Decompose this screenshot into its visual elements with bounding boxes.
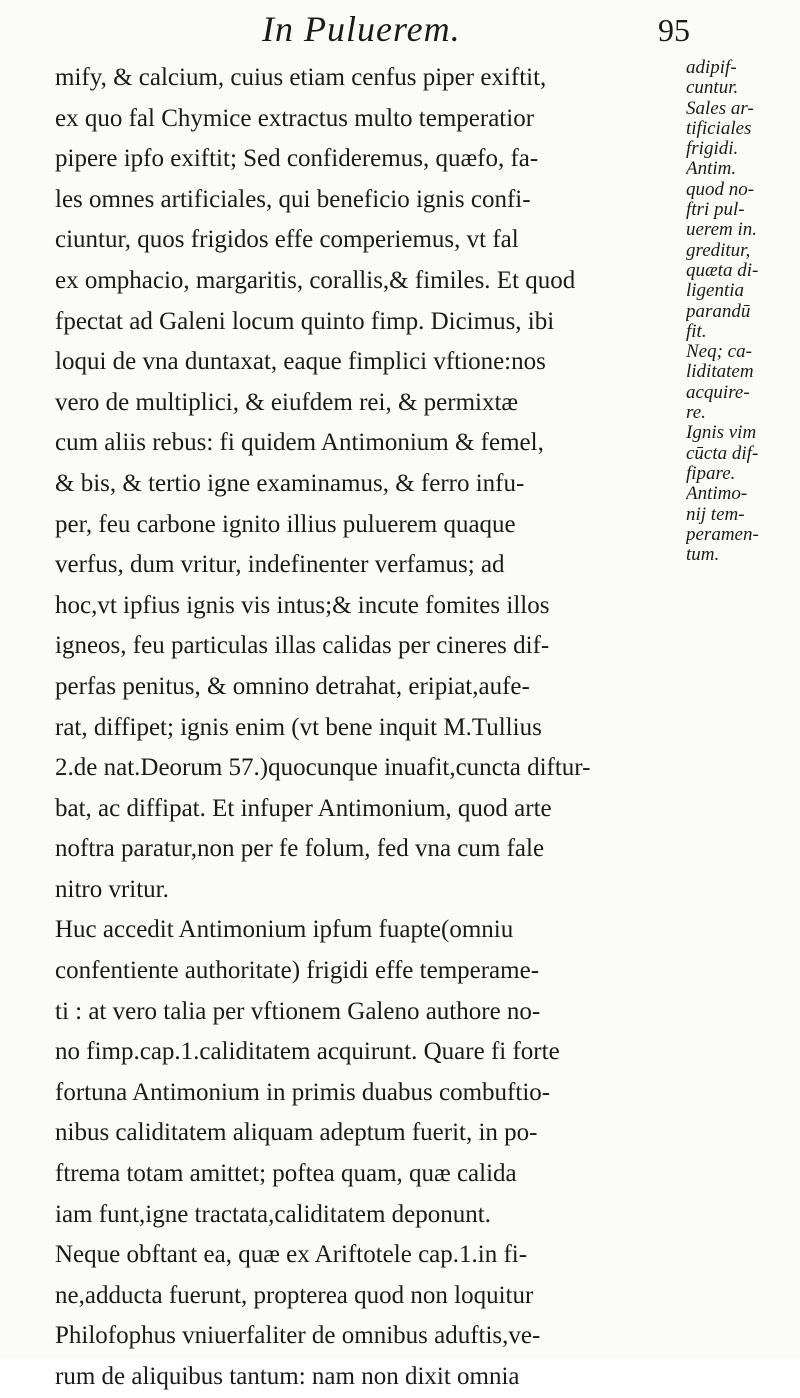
text-line: confentiente authoritate) frigidi effe temperame-	[55, 957, 540, 985]
margin-note: cuntur.	[686, 78, 739, 99]
text-line: noftra paratur,non per fe folum, fed vna cum fale	[55, 835, 545, 863]
margin-note: greditur,	[686, 240, 751, 261]
margin-note: tificiales	[686, 118, 752, 139]
margin-note: Neq; ca-	[686, 342, 752, 363]
text-line: ciuntur, quos frigidos effe comperiemus, vt fal	[55, 226, 519, 254]
text-line: no fimp.cap.1.caliditatem acquirunt. Quare fi forte	[55, 1038, 560, 1066]
margin-note: fipare.	[686, 463, 736, 484]
text-line: les omnes artificiales, qui beneficio ignis confi-	[55, 185, 531, 213]
text-line: iam funt,igne tractata,caliditatem deponunt.	[55, 1200, 491, 1228]
text-line: rum de aliquibus tantum: nam non dixit omnia	[55, 1363, 520, 1390]
text-line: vero de multiplici, & eiufdem rei, & permixtæ	[55, 388, 519, 416]
text-line: perfas penitus, & omnino detrahat, eripiat,aufe-	[55, 672, 530, 700]
margin-note: frigidi.	[686, 139, 739, 160]
text-line: verfus, dum vritur, indefinenter verfamus; ad	[55, 551, 505, 579]
text-line: bat, ac diffipat. Et infuper Antimonium, quod arte	[55, 794, 552, 822]
text-line: per, feu carbone ignito illius puluerem quaque	[55, 510, 516, 538]
text-line: mify, & calcium, cuius etiam cenfus piper exiftit,	[55, 64, 547, 91]
text-line: igneos, feu particulas illas calidas per cineres dif-	[55, 632, 550, 660]
margin-note: liditatem	[686, 362, 754, 383]
text-line: Neque obftant ea, quæ ex Ariftotele cap.1.in fi-	[55, 1241, 528, 1269]
text-line: loqui de vna duntaxat, eaque fimplici vftione:nos	[55, 348, 546, 376]
margin-note: Antim.	[686, 159, 737, 180]
margin-note: acquire-	[686, 382, 750, 403]
margin-note: adipif-	[686, 58, 737, 78]
margin-note: re.	[686, 403, 706, 424]
text-line: cum aliis rebus: fi quidem Antimonium & femel,	[55, 429, 544, 457]
margin-note: ligentia	[686, 281, 745, 302]
main-text-block	[55, 58, 695, 1398]
text-line: rat, diffipet; ignis enim (vt bene inquit M.Tullius	[55, 713, 542, 741]
text-line: 2.de nat.Deorum 57.)quocunque inuafit,cuncta diftur-	[55, 754, 591, 782]
text-line: Huc accedit Antimonium ipfum fuapte(omniu	[55, 916, 514, 944]
margin-note: cūcta dif-	[686, 443, 759, 464]
margin-note: Sales ar-	[686, 98, 754, 119]
margin-note: nij tem-	[686, 504, 745, 525]
margin-note: quæta di-	[686, 260, 759, 281]
text-line: Philofophus vniuerfaliter de omnibus aduftis,ve-	[55, 1322, 541, 1350]
text-line: hoc,vt ipfius ignis vis intus;& incute fomites illos	[55, 591, 550, 619]
text-line: nitro vritur.	[55, 875, 169, 903]
running-title: In Puluerem.	[262, 9, 461, 49]
text-line: pipere ipfo exiftit; Sed confideremus, quæfo, fa-	[55, 145, 539, 173]
running-head	[0, 6, 800, 66]
text-line: fpectat ad Galeni locum quinto fimp. Dicimus, ibi	[55, 307, 555, 335]
margin-note: Ignis vim	[686, 423, 757, 444]
page-number: 95	[658, 12, 690, 48]
margin-note: parandū	[686, 301, 751, 322]
text-line: nibus caliditatem aliquam adeptum fuerit, in po-	[55, 1119, 538, 1147]
text-line: & bis, & tertio igne examinamus, & ferro infu-	[55, 469, 525, 497]
margin-note: uerem in.	[686, 220, 758, 241]
text-line: ti : at vero talia per vftionem Galeno authore no-	[55, 997, 541, 1025]
text-line: ex omphacio, margaritis, corallis,& fimiles. Et quod	[55, 266, 576, 294]
text-line: ne,adducta fuerunt, propterea quod non loquitur	[55, 1281, 534, 1309]
text-line: ftrema totam amittet; poftea quam, quæ calida	[55, 1160, 517, 1188]
margin-note: Antimo-	[686, 484, 748, 505]
margin-note: fit.	[686, 321, 707, 342]
margin-note: tum.	[686, 545, 720, 566]
text-line: fortuna Antimonium in primis duabus combuftio-	[55, 1078, 551, 1106]
margin-note: ftri pul-	[686, 200, 745, 221]
marginal-notes	[686, 58, 798, 565]
margin-note: peramen-	[686, 524, 759, 545]
text-line: ex quo fal Chymice extractus multo temperatior	[55, 104, 535, 132]
margin-note: quod no-	[686, 179, 755, 200]
